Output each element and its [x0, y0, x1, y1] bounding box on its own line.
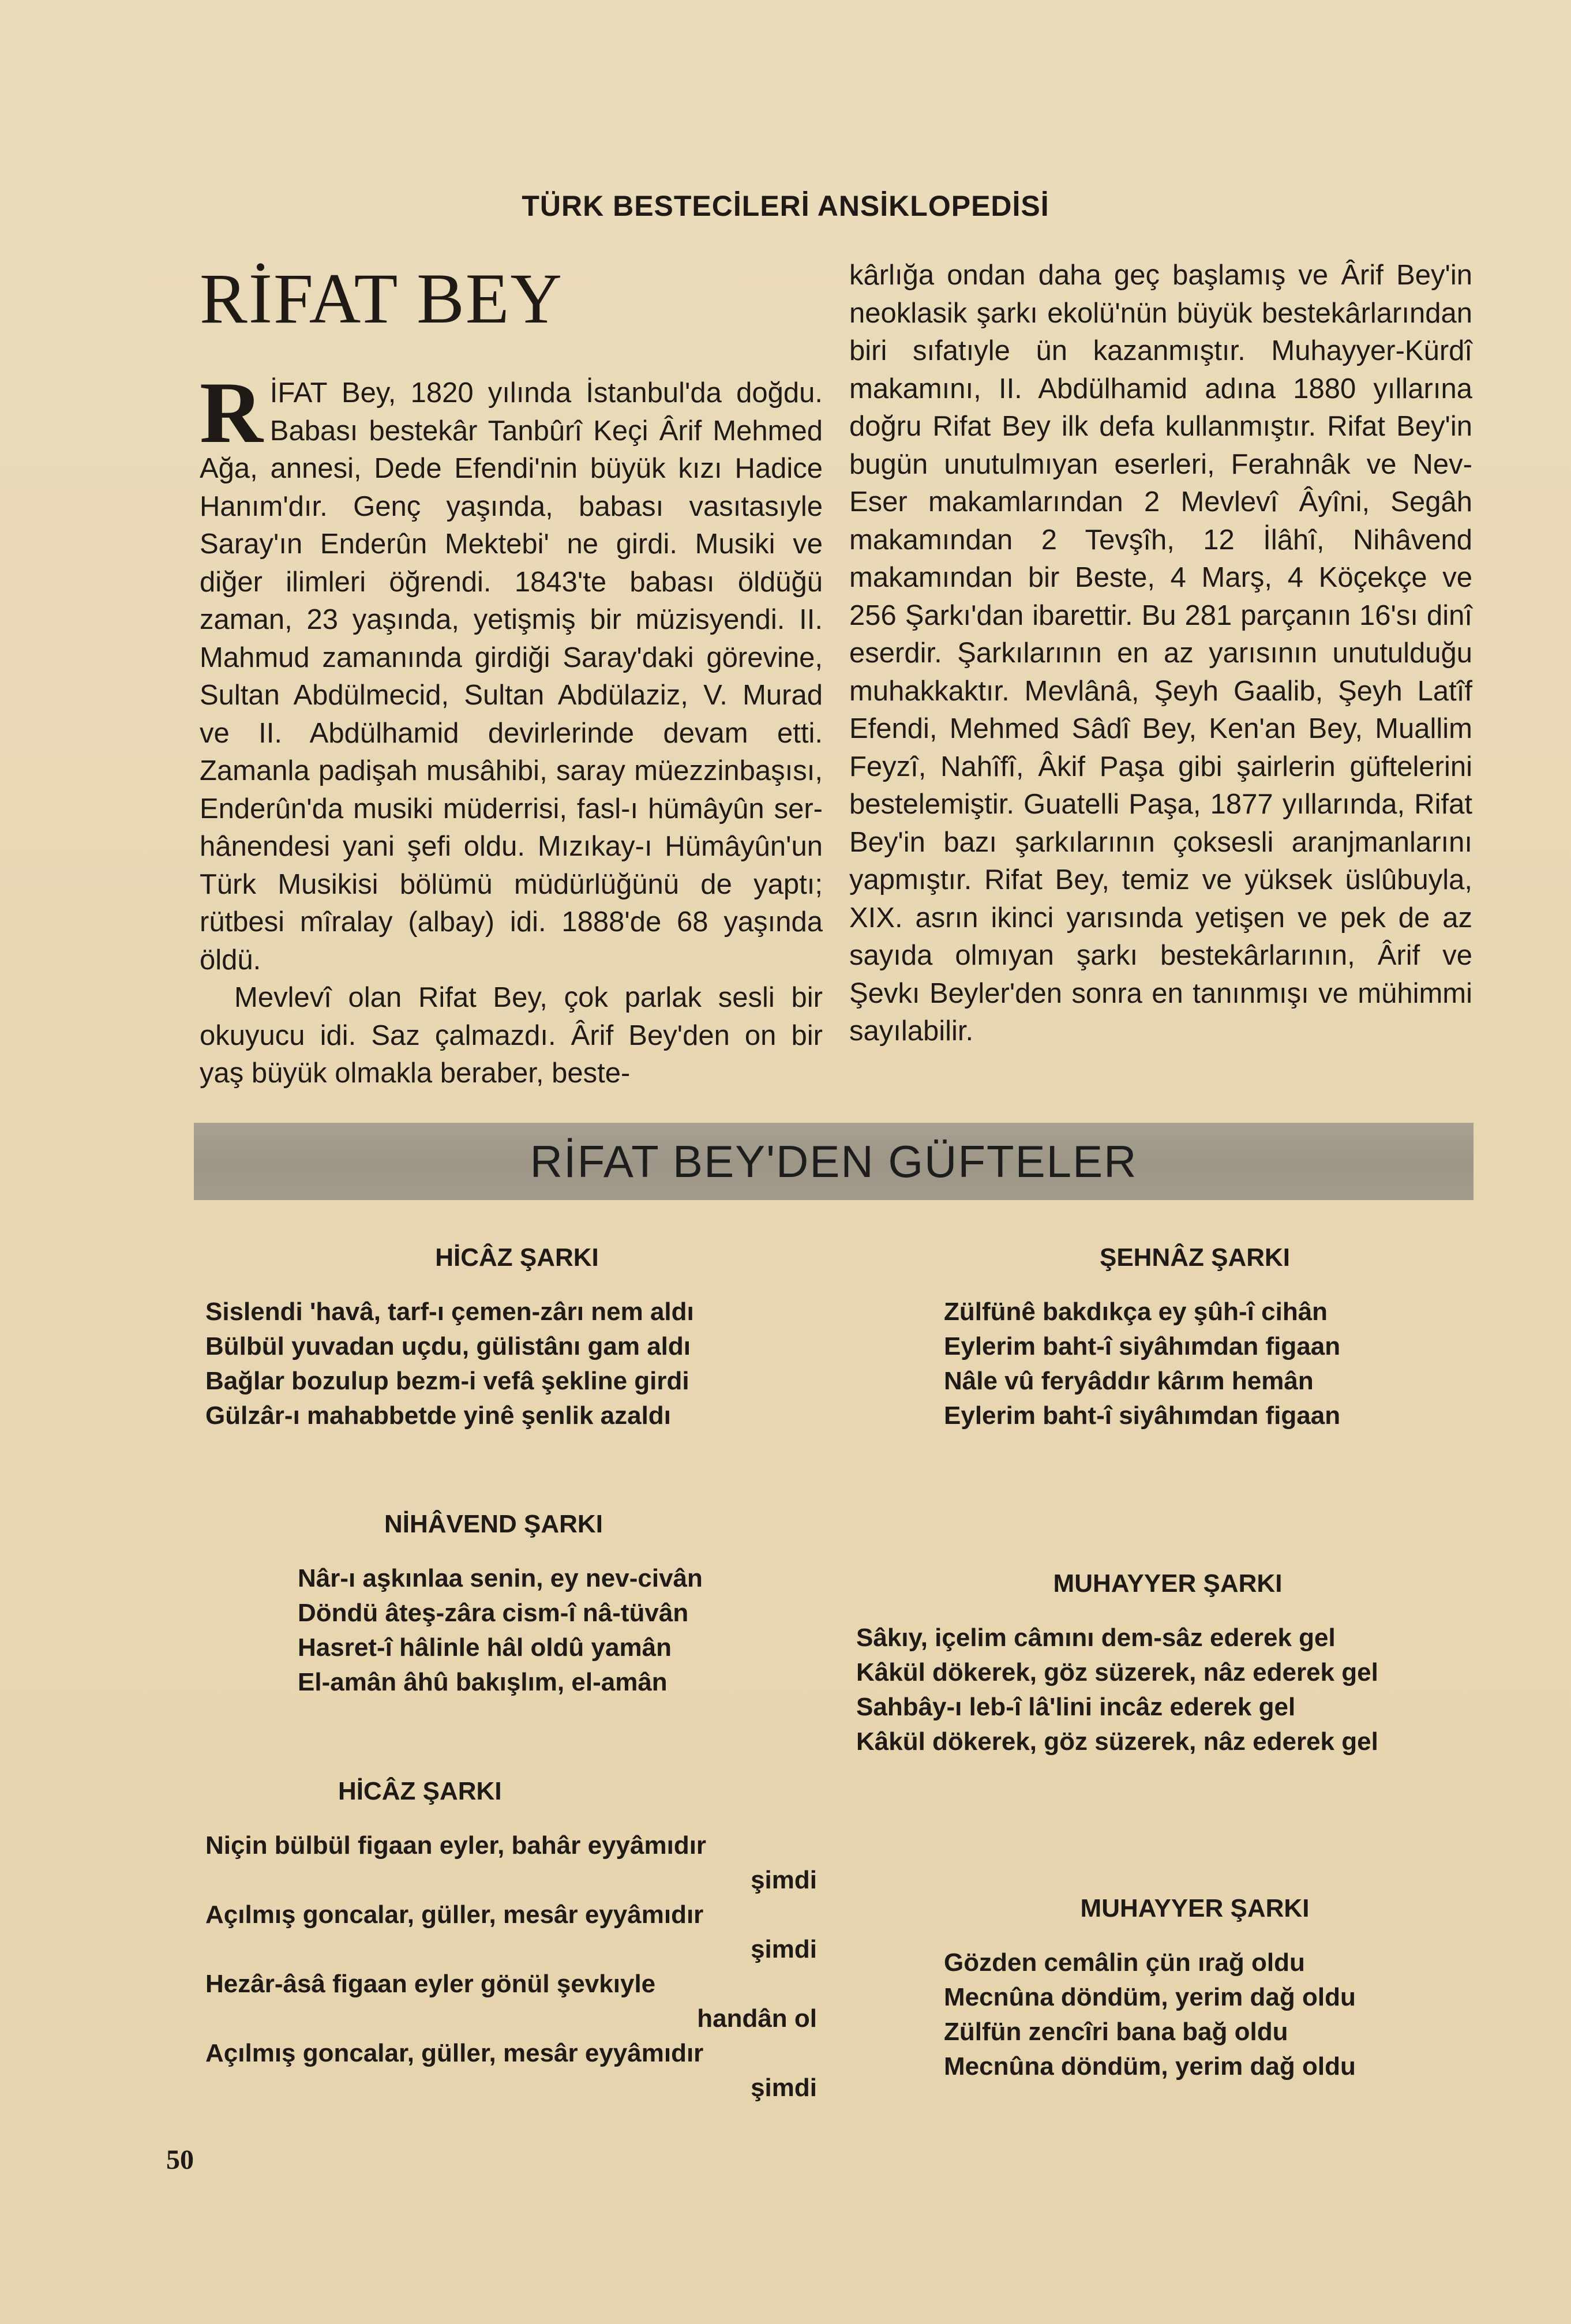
article-left-column [200, 257, 823, 1093]
poem-line: Eylerim baht-î siyâhımdan figaan [944, 1332, 1341, 1360]
poem-line: Mecnûna döndüm, yerim dağ oldu [944, 2052, 1356, 2081]
poem-line: Kâkül dökerek, göz süzerek, nâz ederek gel [856, 1727, 1378, 1756]
article-right-column [849, 257, 1472, 1051]
poem-title: NİHÂVEND ŞARKI [384, 1510, 603, 1538]
poem-nihavend [252, 1507, 805, 1700]
section-banner [194, 1123, 1473, 1200]
poem-line: Sahbây-ı leb-î lâ'lini incâz ederek gel [856, 1693, 1296, 1721]
poem-line: Sislendi 'havâ, tarf-ı çemen-zârı nem aldı [205, 1298, 694, 1326]
article-paragraph-2: Mevlevî olan Rifat Bey, çok parlak sesli bir okuyucu idi. Saz çalmazdı. Ârif Bey'den on bir yaş büyük olmakla beraber, beste- [200, 982, 823, 1089]
article-paragraph-1-text: İFAT Bey, 1820 yılında İstanbul'da doğdu. Babası bestekâr Tanbûrî Keçi Ârif Mehmed Ağa, annesi, Dede Efendi'nin büyük kızı Hadice Hanım'dır. Genç yaşında, babası vasıtasıyle Saray'ın Enderûn Mektebi' ne girdi. Musiki ve diğer ilimleri öğrendi. 1843'te babası öldüğü zaman, 23 yaşında, yetişmiş bir müzisyendi. II. Mahmud zamanında girdiği Saray'daki görevine, Sultan Abdülmecid, Sultan Abdülaziz, V. Murad ve II. Abdülhamid devirlerinde devam etti. Zamanla padişah musâhibi, saray müezzinbaşısı, Enderûn'da musiki müderrisi, fasl-ı hümâyûn ser-hânendesi yani şefi oldu. Mızıkay-ı Hümâyûn'un Türk Musikisi bölümü müdürlüğünü de yaptı; rütbesi mîralay (albay) idi. 1888'de 68 yaşında öldü. [200, 377, 823, 976]
poem-title: MUHAYYER ŞARKI [1080, 1894, 1310, 1922]
poem-line-continuation: şimdi [751, 2074, 817, 2102]
poem-line: Nâr-ı aşkınlaa senin, ey nev-civân [298, 1564, 703, 1592]
poem-line: Hezâr-âsâ figaan eyler gönül şevkıyle [205, 1970, 656, 1998]
article-paragraph-1 [200, 364, 823, 979]
poem-line: Eylerim baht-î siyâhımdan figaan [944, 1401, 1341, 1430]
poem-hicaz-2 [205, 1774, 828, 2105]
poem-line: Zülfün zencîri bana bağ oldu [944, 2018, 1288, 2046]
poem-line-continuation: handân ol [697, 2004, 817, 2033]
poem-muhayyer-1 [856, 1566, 1479, 1759]
article-title: RİFAT BEY [200, 259, 564, 338]
page-number: 50 [166, 2145, 194, 2175]
poem-line: Açılmış goncalar, güller, mesâr eyyâmıdır [205, 2039, 704, 2067]
poem-line: Hasret-î hâlinle hâl oldû yamân [298, 1633, 672, 1662]
poem-line: Gülzâr-ı mahabbetde yinê şenlik azaldı [205, 1401, 671, 1430]
poem-line: Bülbül yuvadan uçdu, gülistânı gam aldı [205, 1332, 691, 1360]
poem-line: El-amân âhû bakışlım, el-amân [298, 1668, 668, 1696]
poem-line: Döndü âteş-zâra cism-î nâ-tüvân [298, 1599, 689, 1627]
poem-hicaz-1 [205, 1240, 828, 1433]
poem-line: Niçin bülbül figaan eyler, bahâr eyyâmıdır [205, 1831, 707, 1860]
poem-line: Kâkül dökerek, göz süzerek, nâz ederek gel [856, 1658, 1378, 1686]
poem-line: Zülfünê bakdıkça ey şûh-î cihân [944, 1298, 1328, 1326]
poem-line: Bağlar bozulup bezm-i vefâ şekline girdi [205, 1367, 689, 1395]
poem-line-continuation: şimdi [751, 1935, 817, 1963]
poem-sehnaz [944, 1240, 1446, 1433]
poem-line: Mecnûna döndüm, yerim dağ oldu [944, 1983, 1356, 2011]
poem-line: Açılmış goncalar, güller, mesâr eyyâmıdır [205, 1901, 704, 1929]
encyclopedia-header: TÜRK BESTECİLERİ ANSİKLOPEDİSİ [522, 190, 1049, 222]
poem-title: ŞEHNÂZ ŞARKI [1099, 1243, 1291, 1272]
drop-cap: R [200, 364, 263, 461]
poem-line: Gözden cemâlin çün ırağ oldu [944, 1948, 1305, 1977]
poem-line: Nâle vû feryâddır kârım hemân [944, 1367, 1314, 1395]
poem-line: Sâkıy, içelim câmını dem-sâz ederek gel [856, 1624, 1336, 1652]
article-paragraph-3: kârlığa ondan daha geç başlamış ve Ârif Bey'in neoklasik şarkı ekolü'nün büyük bestekârlarından biri sıfatıyle ün kazanmıştır. Muhayyer-Kürdî makamını, II. Abdülhamid adına 1880 yıllarına doğru Rifat Bey ilk defa kullanmıştır. Rifat Bey'in bugün unutulmıyan eserleri, Ferahnâk ve Nev-Eser makamlarından 2 Mevlevî Âyîni, Segâh makamından 2 Tevşîh, 12 İlâhî, Nihâvend makamından bir Beste, 4 Marş, 4 Köçekçe ve 256 Şarkı'dan ibarettir. Bu 281 parçanın 16'sı dinî eserdir. Şarkılarının en az yarısının unutulduğu muhakkaktır. Mevlânâ, Şeyh Gaalib, Şeyh Latîf Efendi, Mehmed Sâdî Bey, Ken'an Bey, Muallim Feyzî, Nahîfî, Âkif Paşa gibi şairlerin güftelerini bestelemiştir. Guatelli Paşa, 1877 yıllarında, Rifat Bey'in bazı şarkılarının çoksesli aranjmanlarını yapmıştır. Rifat Bey, temiz ve yüksek üslûbuyla, XIX. asrın ikinci yarısında yetişen ve pek de az sayıda olmıyan şarkı bestekârlarının, Ârif ve Şevkı Beyler'den sonra en tanınmışı ve mühimmi sayılabilir. [849, 260, 1472, 1047]
poem-title: HİCÂZ ŞARKI [435, 1243, 599, 1272]
poem-muhayyer-2 [944, 1891, 1446, 2084]
poem-title: HİCÂZ ŞARKI [338, 1777, 502, 1805]
poem-line-continuation: şimdi [751, 1866, 817, 1894]
poem-title: MUHAYYER ŞARKI [1053, 1569, 1283, 1598]
section-banner-title: RİFAT BEY'DEN GÜFTELER [530, 1135, 1138, 1187]
